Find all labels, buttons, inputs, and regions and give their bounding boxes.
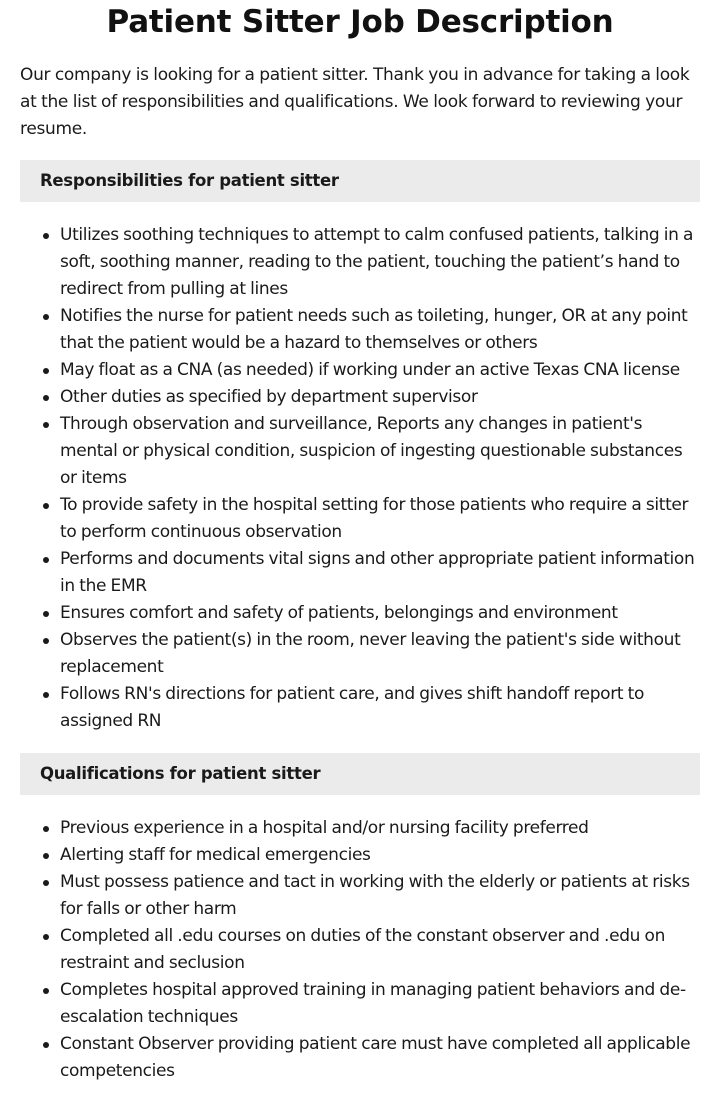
list-item: May float as a CNA (as needed) if working under an active Texas CNA license xyxy=(60,357,700,384)
list-item: Through observation and surveillance, Reports any changes in patient's mental or physical condition, suspicion of ingesting questionable substances or items xyxy=(60,411,700,492)
list-item: Previous experience in a hospital and/or nursing facility preferred xyxy=(60,815,700,842)
list-item: To provide safety in the hospital setting for those patients who require a sitter to perform continuous observation xyxy=(60,492,700,546)
list-item: Performs and documents vital signs and other appropriate patient information in the EMR xyxy=(60,546,700,600)
list-item: Observes the patient(s) in the room, never leaving the patient's side without replacement xyxy=(60,627,700,681)
list-item: Other duties as specified by department supervisor xyxy=(60,384,700,411)
list-item: Notifies the nurse for patient needs such as toileting, hunger, OR at any point that the patient would be a hazard to themselves or others xyxy=(60,303,700,357)
qualifications-list xyxy=(20,815,700,1085)
list-item: Alerting staff for medical emergencies xyxy=(60,842,700,869)
list-item: Constant Observer providing patient care must have completed all applicable competencies xyxy=(60,1031,700,1085)
list-item: Completes hospital approved training in managing patient behaviors and de-escalation techniques xyxy=(60,977,700,1031)
list-item: Ensures comfort and safety of patients, belongings and environment xyxy=(60,600,700,627)
list-item: Completed all .edu courses on duties of the constant observer and .edu on restraint and seclusion xyxy=(60,923,700,977)
list-item: Follows RN's directions for patient care, and gives shift handoff report to assigned RN xyxy=(60,681,700,735)
responsibilities-heading: Responsibilities for patient sitter xyxy=(20,160,700,202)
intro-paragraph: Our company is looking for a patient sitter. Thank you in advance for taking a look at the list of responsibilities and qualifications. We look forward to reviewing your resume. xyxy=(20,65,690,139)
list-item: Must possess patience and tact in working with the elderly or patients at risks for falls or other harm xyxy=(60,869,700,923)
page-title: Patient Sitter Job Description xyxy=(106,4,614,40)
qualifications-heading: Qualifications for patient sitter xyxy=(20,753,700,795)
responsibilities-list xyxy=(20,222,700,735)
list-item: Utilizes soothing techniques to attempt to calm confused patients, talking in a soft, soothing manner, reading to the patient, touching the patient’s hand to redirect from pulling at lines xyxy=(60,222,700,303)
